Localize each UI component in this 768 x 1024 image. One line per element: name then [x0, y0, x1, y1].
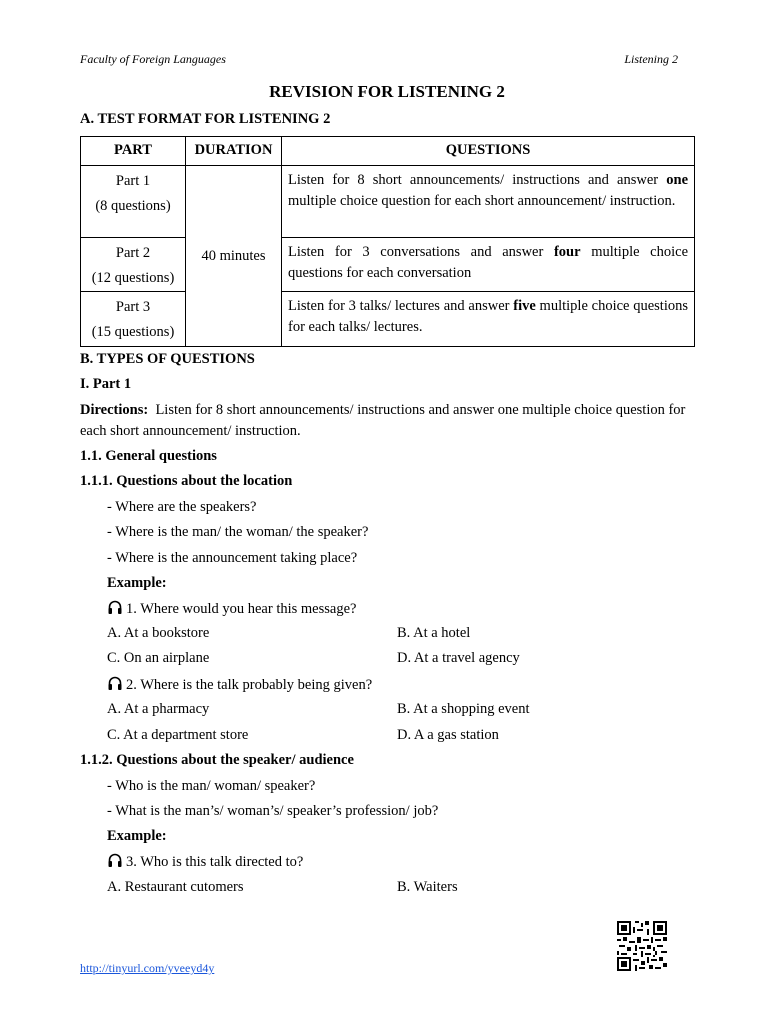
general-questions-heading: 1.1. General questions: [80, 448, 217, 464]
option-a: A. At a bookstore: [107, 625, 210, 641]
part-cell: [81, 166, 186, 238]
part-cell: [81, 238, 186, 292]
footer-link[interactable]: http://tinyurl.com/yveeyd4y: [80, 961, 215, 975]
directions-paragraph: [80, 400, 692, 442]
part-count: (15 questions): [91, 324, 175, 340]
option-b: B. At a hotel: [397, 625, 471, 641]
header-faculty: Faculty of Foreign Languages: [80, 52, 226, 66]
option-b: B. At a shopping event: [397, 701, 530, 717]
header-part: PART: [81, 137, 186, 166]
part-label: Part 1: [115, 173, 151, 189]
question-text: 3. Who is this talk directed to?: [126, 854, 304, 870]
list-item: - Who is the man/ woman/ speaker?: [107, 778, 316, 794]
part-count: (8 questions): [95, 198, 171, 214]
table-row: [81, 292, 695, 347]
example-label: Example:: [107, 828, 167, 844]
option-b: B. Waiters: [397, 879, 458, 895]
question-text: 2. Where is the talk probably being given?: [126, 677, 373, 693]
part1-heading: I. Part 1: [80, 376, 132, 392]
list-item: - Where is the man/ the woman/ the speaker?: [107, 524, 369, 540]
test-format-table: [80, 136, 695, 347]
option-c: C. On an airplane: [107, 650, 210, 666]
headphones-icon: [107, 675, 123, 691]
questions-cell: Listen for 8 short announcements/ instructions and answer one multiple choice question for each short announcement/ instruction.: [282, 166, 695, 238]
option-a: A. At a pharmacy: [107, 701, 210, 717]
option-d: D. At a travel agency: [397, 650, 520, 666]
option-a: A. Restaurant cutomers: [107, 879, 244, 895]
directions-text: Listen for 8 short announcements/ instructions and answer one multiple choice question for each short announcement/ instruction.: [80, 402, 686, 439]
qr-code-icon: [617, 921, 667, 971]
part-count: (12 questions): [91, 270, 175, 286]
question-2: [107, 675, 372, 694]
location-heading: 1.1.1. Questions about the location: [80, 473, 293, 489]
headphones-icon: [107, 599, 123, 615]
list-item: - What is the man’s/ woman’s/ speaker’s profession/ job?: [107, 803, 439, 819]
part-label: Part 2: [115, 245, 151, 261]
section-a-heading: A. TEST FORMAT FOR LISTENING 2: [80, 111, 331, 127]
list-item: - Where is the announcement taking place?: [107, 550, 358, 566]
duration-cell: 40 minutes: [186, 166, 282, 347]
question-text: 1. Where would you hear this message?: [126, 601, 357, 617]
page-title: REVISION FOR LISTENING 2: [269, 82, 505, 101]
headphones-icon: [107, 852, 123, 868]
table-row: [81, 238, 695, 292]
part-cell: [81, 292, 186, 347]
part-label: Part 3: [115, 299, 151, 315]
question-3: [107, 852, 303, 871]
table-header-row: [81, 137, 695, 166]
header-course: Listening 2: [624, 52, 678, 66]
section-b-heading: B. TYPES OF QUESTIONS: [80, 351, 255, 367]
questions-cell: Listen for 3 conversations and answer four multiple choice questions for each conversation: [282, 238, 695, 292]
header-duration: DURATION: [186, 137, 282, 166]
questions-cell: Listen for 3 talks/ lectures and answer five multiple choice questions for each talks/ lectures.: [282, 292, 695, 347]
header-questions: QUESTIONS: [282, 137, 695, 166]
option-d: D. A a gas station: [397, 727, 499, 743]
speaker-heading: 1.1.2. Questions about the speaker/ audience: [80, 752, 354, 768]
directions-label: Directions:: [80, 402, 149, 418]
question-1: [107, 599, 356, 618]
table-row: [81, 166, 695, 238]
option-c: C. At a department store: [107, 727, 249, 743]
list-item: - Where are the speakers?: [107, 499, 257, 515]
example-label: Example:: [107, 575, 167, 591]
